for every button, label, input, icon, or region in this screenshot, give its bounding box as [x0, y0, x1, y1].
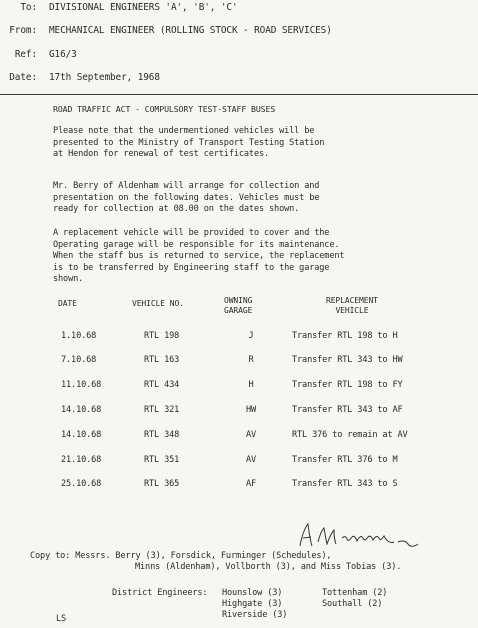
row-replacement: Transfer RTL 376 to M — [292, 455, 398, 465]
district-southall: Southall (2) — [322, 599, 383, 609]
row-replacement: Transfer RTL 198 to H — [292, 331, 398, 341]
row-date: 14.10.68 — [61, 430, 102, 440]
district-riverside: Riverside (3) — [222, 610, 288, 620]
from-value: MECHANICAL ENGINEER (ROLLING STOCK - ROAD SERVICES) — [49, 25, 332, 36]
row-garage: J — [248, 331, 254, 341]
row-vehicle: RTL 198 — [144, 331, 180, 341]
date-label: Date: — [9, 72, 37, 83]
typist-initials: LS — [56, 614, 67, 624]
row-vehicle: RTL 348 — [144, 430, 180, 440]
ref-value: G16/3 — [49, 49, 77, 60]
paragraph-1: Please note that the undermentioned vehicles will be presented to the Ministry of Transport Testing Station at Hendon for renewal of test certificates. — [53, 126, 325, 160]
row-date: 1.10.68 — [61, 331, 97, 341]
row-vehicle: RTL 434 — [144, 380, 180, 390]
row-replacement: Transfer RTL 198 to FY — [292, 380, 403, 390]
district-engineers-label: District Engineers: — [112, 588, 208, 598]
row-garage: AF — [245, 479, 257, 489]
from-label: From: — [9, 25, 37, 36]
paragraph-3: A replacement vehicle will be provided to cover and the Operating garage will be responsible for its maintenance. When the staff bus is returned to service, the replacement is to be transferred by Engineering staff to the garage shown. — [53, 228, 345, 285]
row-garage: HW — [245, 405, 257, 415]
to-value: DIVISIONAL ENGINEERS 'A', 'B', 'C' — [49, 2, 238, 13]
row-garage: H — [248, 380, 254, 390]
row-date: 21.10.68 — [61, 455, 102, 465]
row-replacement: Transfer RTL 343 to AF — [292, 405, 403, 415]
row-replacement: Transfer RTL 343 to S — [292, 479, 398, 489]
date-value: 17th September, 1968 — [49, 72, 160, 83]
paragraph-2: Mr. Berry of Aldenham will arrange for collection and presentation on the following dates. Vehicles must be ready for collection at 08.00 on the dates shown. — [53, 181, 320, 215]
column-header-garage: OWNING GARAGE — [224, 296, 253, 315]
district-highgate: Highgate (3) — [222, 599, 283, 609]
ref-label: Ref: — [14, 49, 37, 60]
row-vehicle: RTL 321 — [144, 405, 180, 415]
row-date: 7.10.68 — [61, 355, 97, 365]
row-garage: AV — [245, 430, 257, 440]
to-label: To: — [20, 2, 37, 13]
copy-to-line-1: Copy to: Messrs. Berry (3), Forsdick, Furminger (Schedules), — [30, 551, 332, 561]
row-garage: AV — [245, 455, 257, 465]
row-date: 14.10.68 — [61, 405, 102, 415]
column-header-date: DATE — [58, 299, 77, 308]
district-hounslow: Hounslow (3) — [222, 588, 283, 598]
row-vehicle: RTL 365 — [144, 479, 180, 489]
copy-to-line-2: Minns (Aldenham), Vollborth (3), and Miss Tobias (3). — [135, 562, 402, 572]
row-vehicle: RTL 163 — [144, 355, 180, 365]
district-tottenham: Tottenham (2) — [322, 588, 388, 598]
column-header-vehicle: VEHICLE NO. — [132, 299, 184, 308]
row-garage: R — [248, 355, 254, 365]
handwritten-signature — [294, 520, 424, 550]
row-replacement: Transfer RTL 343 to HW — [292, 355, 403, 365]
row-replacement: RTL 376 to remain at AV — [292, 430, 408, 440]
subject-line: ROAD TRAFFIC ACT - COMPULSORY TEST-STAFF BUSES — [53, 104, 276, 114]
row-date: 25.10.68 — [61, 479, 102, 489]
header-divider — [0, 94, 478, 95]
row-date: 11.10.68 — [61, 380, 102, 390]
row-vehicle: RTL 351 — [144, 455, 180, 465]
column-header-replacement: REPLACEMENT VEHICLE — [326, 296, 378, 315]
